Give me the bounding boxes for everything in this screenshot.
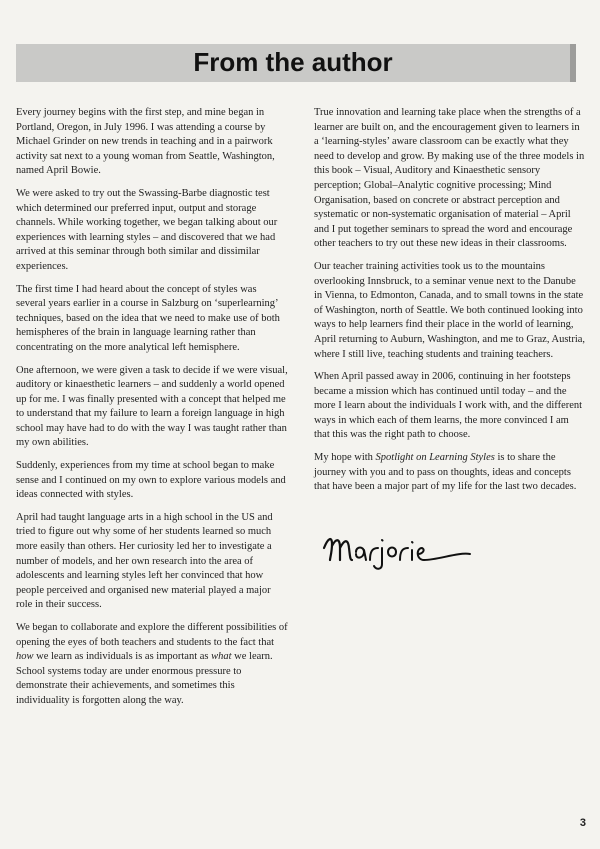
title-bar xyxy=(16,44,576,82)
paragraph: We were asked to try out the Swassing-Barbe diagnostic test which determined our preferred input, output and storage channels. While working together, we began talking about our experiences with learning styles – and discovered that we had arrived at this seminar through both similar and dissimilar experiences. xyxy=(16,187,278,272)
paragraph xyxy=(314,451,586,495)
paragraph: Every journey begins with the first step, and mine began in Portland, Oregon, in July 1996. I was attending a course by Michael Grinder on new trends in teaching and in a pairwork activity sat next to a young woman from Seattle, Washington, named April Bowie. xyxy=(16,107,275,177)
paragraph: One afternoon, we were given a task to decide if we were visual, auditory or kinaesthetic learners – and suddenly a world opened up for me. I was finally presented with a concept that helped me to understand that my failure to learn a foreign language in high school may have had to do with the way I was taught rather than my own abilities. xyxy=(16,364,288,449)
text: is to share the journey with you and to pass on thoughts, ideas and concepts that have been a major part of my life for the last two decades. xyxy=(314,452,577,493)
paragraph: True innovation and learning take place when the strengths of a learner are built on, and the encouragement given to learners in a ‘learning-styles’ aware classroom can be exactly what they need to develop and grow. By making use of the three models in this book – Visual, Auditory and Kinaesthetic sensory perception; Global–Analytic cognitive processing; Mind Organisation, based on concrete or abstract perception and systematic or non-systematic organisation of material – April and I put together seminars to spread the word and encourage other teachers to try out these new ideas in their classrooms. xyxy=(314,107,585,250)
book-title: Spotlight on Learning Styles xyxy=(375,452,495,464)
text: we learn as individuals is as important as xyxy=(33,651,212,663)
text: we learn. School systems today are under enormous pressure to demonstrate their achievements, and sometimes this individuality is forgotten along the way. xyxy=(16,651,273,706)
paragraph: Suddenly, experiences from my time at school began to make sense and I continued on my own to explore various models and ideas connected with styles. xyxy=(16,460,286,501)
text: We began to collaborate and explore the different possibilities of opening the eyes of both teachers and students to the fact that xyxy=(16,622,288,648)
paragraph: April had taught language arts in a high school in the US and tried to figure out why some of her students learned so much more easily than others. Her curiosity led her to investigate a number of models, and her own research into the area of adolescents and learning styles left her convinced that how people perceived and organised new material played a major role in their success. xyxy=(16,511,273,611)
text: My hope with xyxy=(314,452,376,464)
paragraph xyxy=(16,621,288,709)
paragraph: When April passed away in 2006, continuing in her footsteps became a mission which has continued until today – and the more I learn about the individuals I work with, and the different ways in which each of them learns, the more convinced I am that this was the right path to choose. xyxy=(314,371,583,441)
left-column xyxy=(16,106,288,717)
emphasis: how xyxy=(16,651,34,663)
paragraph: The first time I had heard about the concept of styles was several years earlier in a course in Salzburg on ‘superlearning’ techniques, based on the idea that we need to make use of both hemispheres of the brain in language learning rather than concentrating on the more analytical left hemisphere. xyxy=(16,283,280,353)
emphasis: what xyxy=(211,651,232,663)
page-title: From the author xyxy=(193,47,393,77)
right-column xyxy=(314,106,586,503)
signature xyxy=(318,522,478,572)
page-number: 3 xyxy=(579,817,586,829)
paragraph: Our teacher training activities took us to the mountains overlooking Innsbruck, to a seminar venue next to the Danube in Vienna, to Edmonton, Canada, and to small towns in the state of Washington, north of Seattle. We both continued looking into ways to help learners find their place in the world of learning, April returning to Auburn, Washington, and me to Graz, Austria, where I still live, teaching students and training teachers. xyxy=(314,260,586,360)
